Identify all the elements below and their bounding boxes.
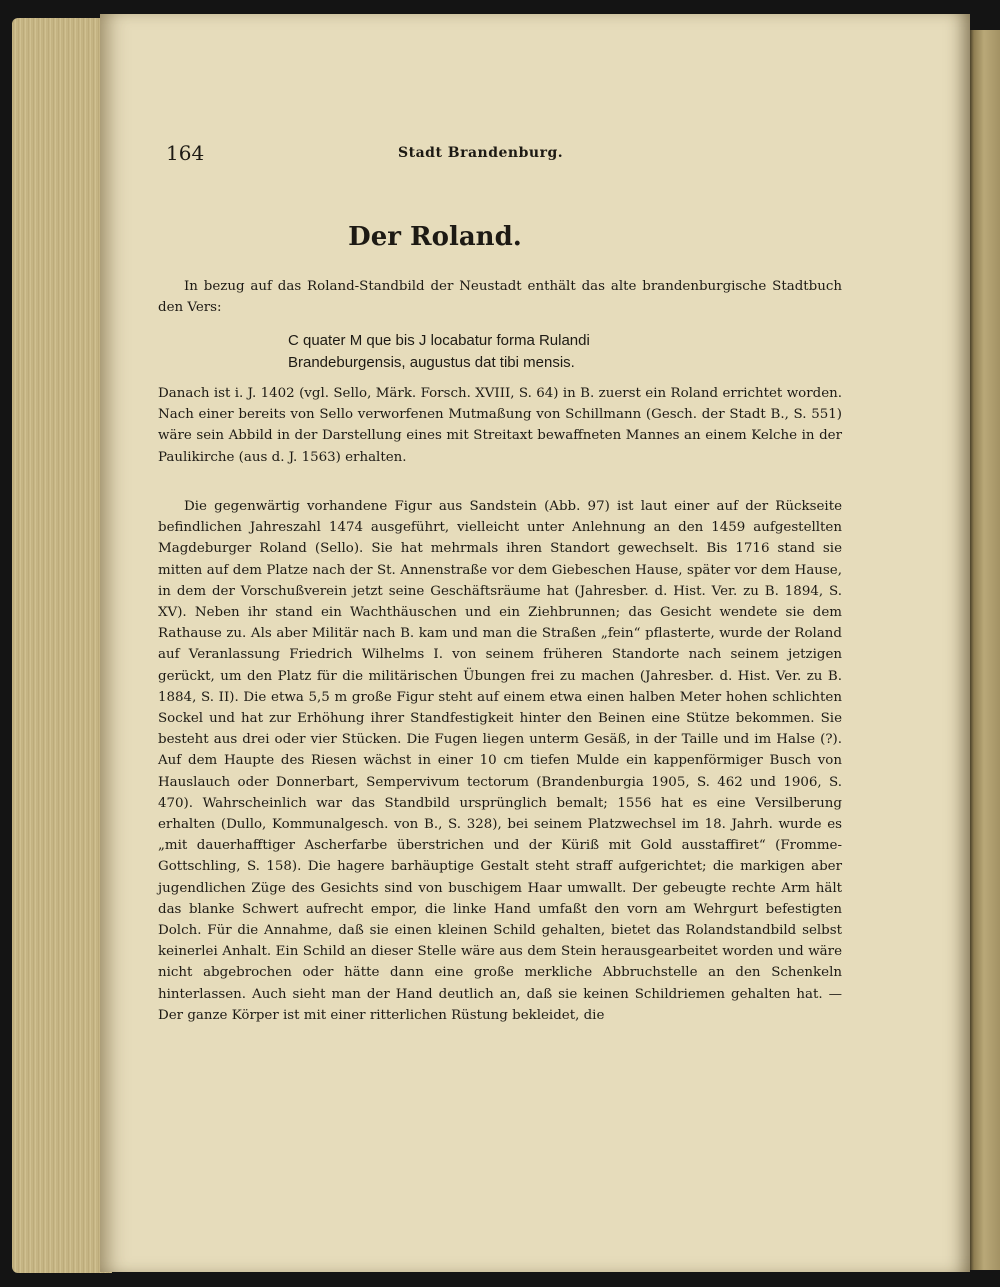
body-paragraph-1: Danach ist i. J. 1402 (vgl. Sello, Märk. Forsch. XVIII, S. 64) in B. zuerst ein Roland errichtet worden. Nach einer bereits von Sello verworfenen Mutmaßung von Schillmann (Gesch. der Stadt B., S. 551) wäre sein Abbild in der Darstellung eines mit Streitaxt bewaffneten Mannes an einem Kelche in der Paulikirche (aus d. J. 1563) erhalten.	[158, 386, 842, 465]
facing-page-edge	[968, 30, 1000, 1270]
intro-paragraph: In bezug auf das Roland-Standbild der Neustadt enthält das alte brandenburgische Stadtbuch den Vers:	[158, 279, 842, 316]
body-paragraph-2: Die gegenwärtig vorhandene Figur aus Sandstein (Abb. 97) ist laut einer auf der Rückseite befindlichen Jahreszahl 1474 ausgeführt, vielleicht unter Anlehnung an den 1459 aufgestellten Magdeburger Roland (Sello). Sie hat mehrmals ihren Standort gewechselt. Bis 1716 stand sie mitten auf dem Platze nach der St. Annenstraße vor dem Giebeschen Hause, später vor dem Hause, in dem der Vorschußverein jetzt seine Geschäftsräume hat (Jahresber. d. Hist. Ver. zu B. 1894, S. XV). Neben ihr stand ein Wachthäuschen und ein Ziehbrunnen; das Gesicht wendete sie dem Rathause zu. Als aber Militär nach B. kam und man die Straßen „fein“ pflasterte, wurde der Roland auf Veranlassung Friedrich Wilhelms I. von seinem früheren Standorte nach seinem jetzigen gerückt, um den Platz für die militärischen Übungen frei zu machen (Jahresber. d. Hist. Ver. zu B. 1884, S. II). Die etwa 5,5 m große Figur steht auf einem etwa einen halben Meter hohen schlichten Sockel und hat zur Erhöhung ihrer Standfestigkeit hinter den Beinen eine Stütze bekommen. Sie besteht aus drei oder vier Stücken. Die Fugen liegen unterm Gesäß, in der Taille und im Halse (?). Auf dem Haupte des Riesen wächst in einer 10 cm tiefen Mulde ein kappenförmiger Busch von Hauslauch oder Donnerbart, Sempervivum tectorum (Brandenburgia 1905, S. 462 und 1906, S. 470). Wahrscheinlich war das Standbild ursprünglich bemalt; 1556 hat es eine Versilberung erhalten (Dullo, Kommunalgesch. von B., S. 328), bei seinem Platzwechsel im 18. Jahrh. wurde es „mit dauerhafftiger Ascherfarbe überstrichen und der Küriß mit Gold ausstaffiret“ (Fromme-Gottschling, S. 158). Die hagere barhäuptige Gestalt steht straff aufgerichtet; die markigen aber jugendlichen Züge des Gesichts sind von buschigem Haar umwallt. Der gebeugte rechte Arm hält das blanke Schwert aufrecht empor, die linke Hand umfaßt den vorn am Wehrgurt befestigten Dolch. Für die Annahme, daß sie einen kleinen Schild gehalten, bietet das Rolandstandbild selbst keinerlei Anhalt. Ein Schild an dieser Stelle wäre aus dem Stein herausgearbeitet worden und wäre nicht abgebrochen oder hätte dann eine große merkliche Abbruchstelle an den Schenkeln hinterlassen. Auch sieht man der Hand deutlich an, daß sie keinen Schildriemen gehalten hat. — Der ganze Körper ist mit einer ritterlichen Rüstung bekleidet, die	[158, 499, 842, 1023]
verse-line-2: Brandeburgensis, augustus dat tibi mensis.	[288, 354, 575, 371]
latin-verse	[288, 330, 590, 374]
running-head: Stadt Brandenburg.	[398, 145, 564, 161]
page-number: 164	[166, 141, 205, 165]
section-title: Der Roland.	[348, 222, 522, 252]
book-page-edges	[12, 18, 112, 1273]
verse-line-1: C quater M que bis J locabatur forma Rulandi	[288, 332, 590, 349]
